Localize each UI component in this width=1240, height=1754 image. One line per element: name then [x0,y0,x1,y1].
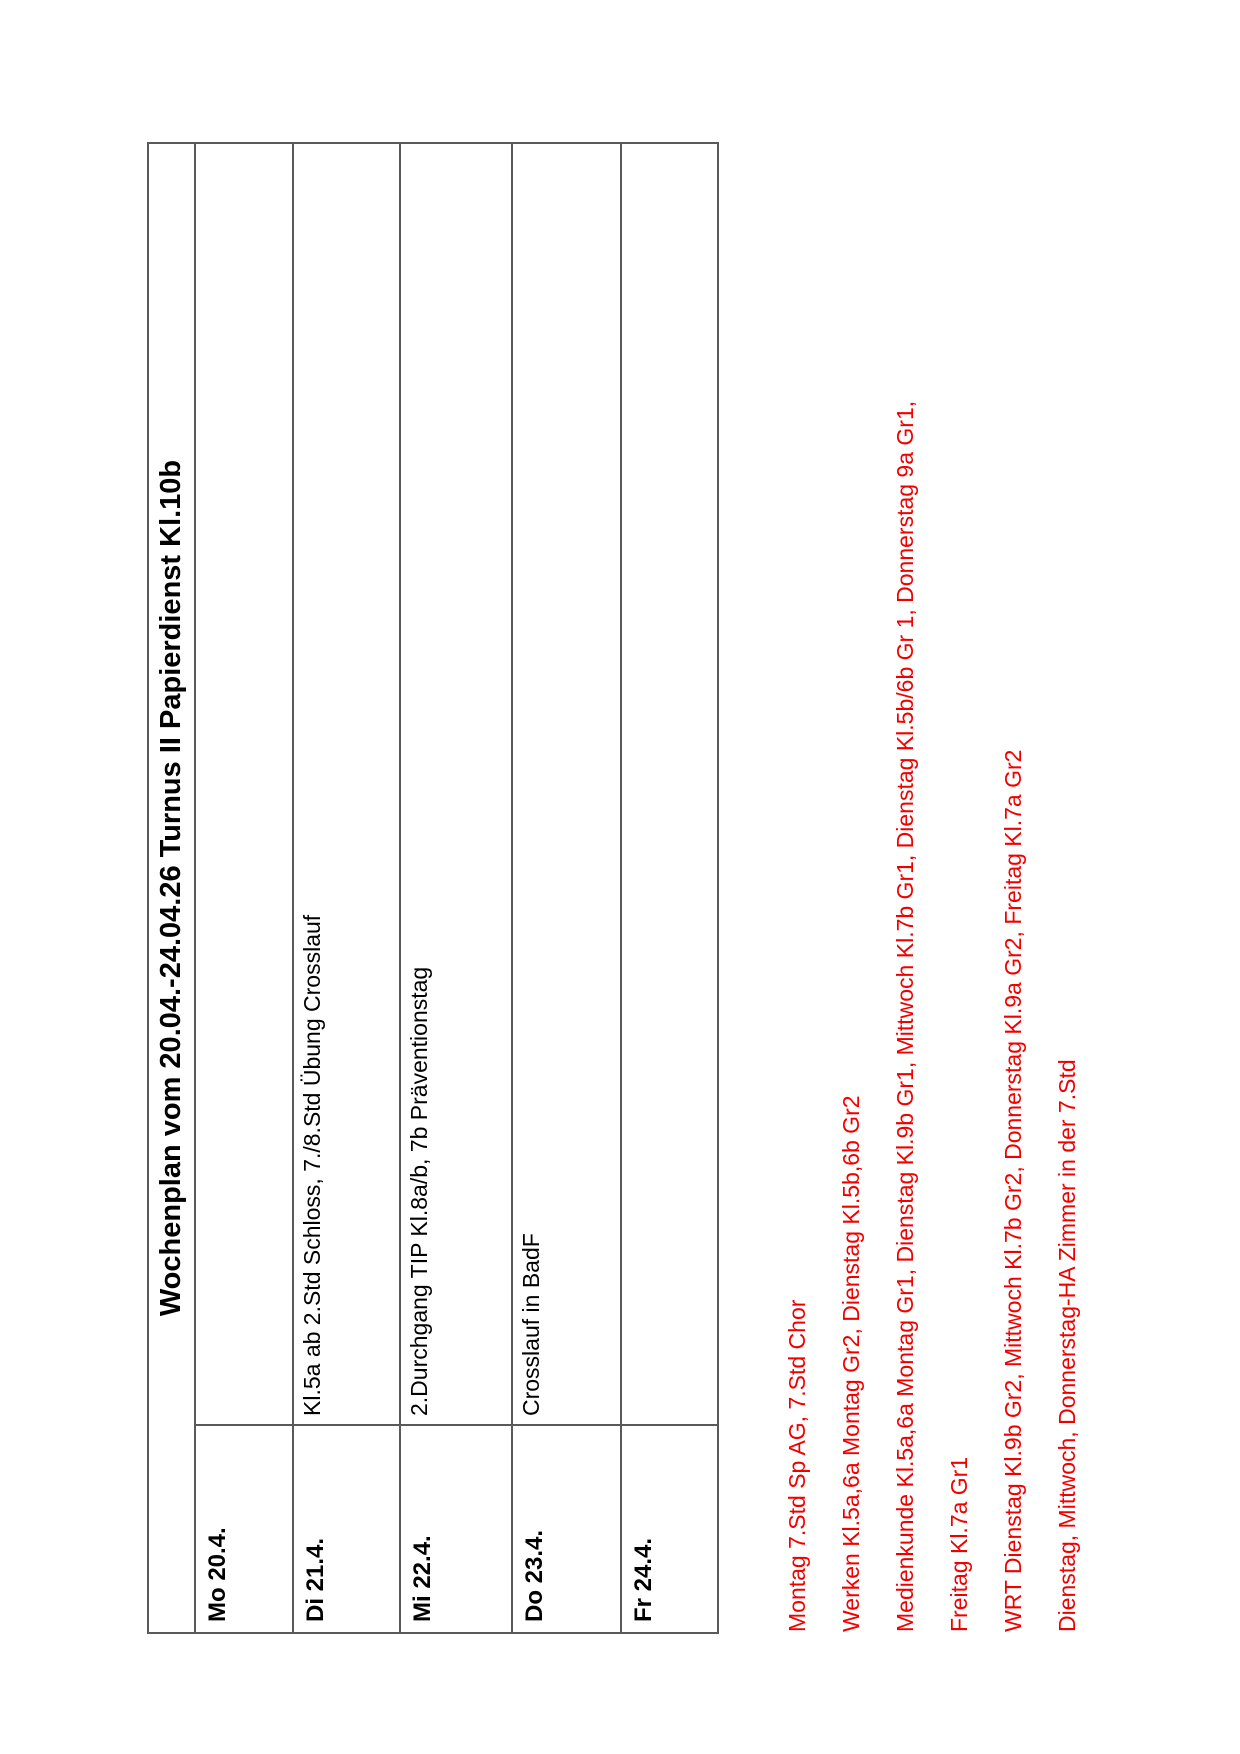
day-label: Fr 24.4. [622,1424,717,1632]
note-line: Medienkunde Kl.5a,6a Montag Gr1, Dienstag Kl.9b Gr1, Mittwoch Kl.7b Gr1, Dienstag Kl.5b/6b Gr 1, Donnerstag 9a Gr1, [892,400,918,1632]
weekly-plan-table [147,142,719,1634]
table-body [196,144,717,1632]
table-title: Wochenplan vom 20.04.-24.04.26 Turnus II Papierdienst Kl.10b [155,459,187,1317]
table-row [622,144,717,1632]
table-row [401,144,513,1632]
table-grid [147,142,719,1634]
table-row [294,144,401,1632]
day-label: Do 23.4. [513,1424,620,1632]
day-label: Mi 22.4. [401,1424,511,1632]
entry-text [196,144,292,1424]
table-row [513,144,622,1632]
day-label: Di 21.4. [294,1424,399,1632]
table-row [196,144,294,1632]
entry-text: 2.Durchgang TIP Kl.8a/b, 7b Präventionstag [406,966,432,1416]
notes-block [770,190,1100,1632]
day-label: Mo 20.4. [196,1424,292,1632]
note-line: Freitag Kl.7a Gr1 [946,1456,972,1632]
table-title-row [149,144,196,1632]
note-line: Dienstag, Mittwoch, Donnerstag-HA Zimmer in der 7.Std [1054,1059,1080,1632]
note-line: WRT Dienstag Kl.9b Gr2, Mittwoch Kl.7b Gr2, Donnerstag Kl.9a Gr2, Freitag Kl.7a Gr2 [1000,749,1026,1632]
entry-text [622,144,717,1424]
entry-text: Crosslauf in BadF [518,1233,544,1416]
note-line: Werken Kl.5a,6a Montag Gr2, Dienstag Kl.5b,6b Gr2 [838,1095,864,1632]
entry-text: Kl.5a ab 2.Std Schloss, 7./8.Std Übung Crosslauf [299,914,325,1416]
note-line: Montag 7.Std Sp AG, 7.Std Chor [784,1299,810,1632]
